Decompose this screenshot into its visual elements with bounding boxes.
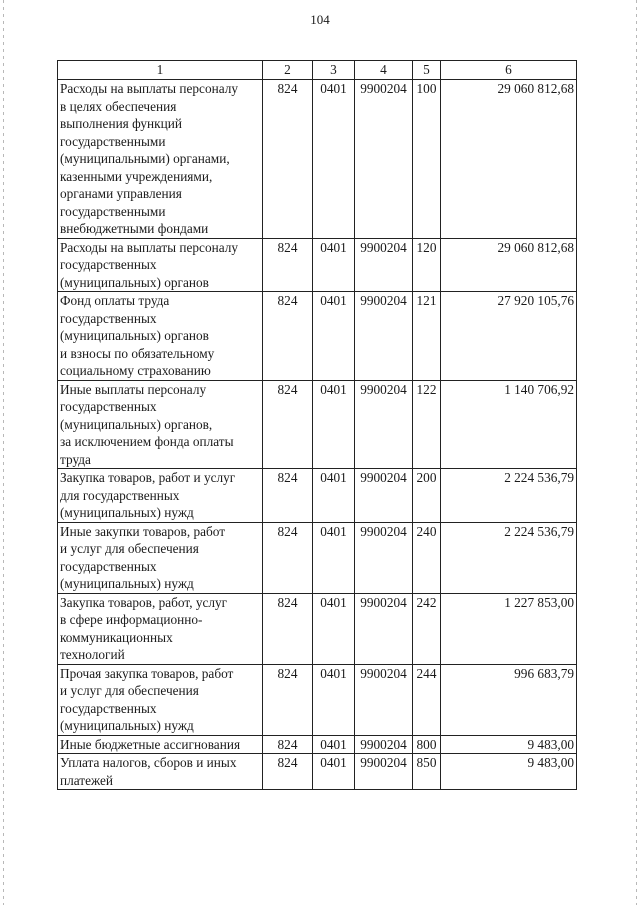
cell-name: Расходы на выплаты персоналу в целях обеспечения выполнения функций государственными (муниципальными) органами, казенными учреждениями, органами управления государственными внебюджетными фондами: [58, 80, 263, 239]
scan-left-edge: [3, 0, 4, 905]
cell-rz: 0401: [313, 522, 355, 593]
scan-right-edge: [636, 0, 637, 905]
table-row: [58, 735, 577, 754]
table-row: [58, 292, 577, 381]
page-number: 104: [310, 12, 330, 27]
cell-vr: 122: [413, 380, 441, 469]
cell-vr: 121: [413, 292, 441, 381]
table-row: [58, 380, 577, 469]
cell-sum: 27 920 105,76: [441, 292, 577, 381]
cell-vr: 120: [413, 238, 441, 292]
cell-ved: 824: [263, 735, 313, 754]
cell-rz: 0401: [313, 664, 355, 735]
cell-csr: 9900204: [355, 735, 413, 754]
cell-sum: 1 227 853,00: [441, 593, 577, 664]
cell-rz: 0401: [313, 754, 355, 790]
cell-ved: 824: [263, 593, 313, 664]
cell-ved: 824: [263, 380, 313, 469]
cell-ved: 824: [263, 754, 313, 790]
column-header-rz: 3: [313, 61, 355, 80]
cell-sum: 29 060 812,68: [441, 80, 577, 239]
cell-name: Закупка товаров, работ и услуг для государственных (муниципальных) нужд: [58, 469, 263, 523]
table-row: [58, 238, 577, 292]
cell-name: Закупка товаров, работ, услуг в сфере информационно- коммуникационных технологий: [58, 593, 263, 664]
cell-ved: 824: [263, 522, 313, 593]
cell-csr: 9900204: [355, 80, 413, 239]
budget-table: [57, 60, 577, 790]
table-row: [58, 664, 577, 735]
cell-vr: 242: [413, 593, 441, 664]
table-header-row: [58, 61, 577, 80]
cell-name: Уплата налогов, сборов и иных платежей: [58, 754, 263, 790]
cell-rz: 0401: [313, 735, 355, 754]
cell-vr: 244: [413, 664, 441, 735]
table-row: [58, 80, 577, 239]
cell-sum: 2 224 536,79: [441, 469, 577, 523]
table-row: [58, 522, 577, 593]
cell-ved: 824: [263, 238, 313, 292]
cell-name: Расходы на выплаты персоналу государственных (муниципальных) органов: [58, 238, 263, 292]
cell-sum: 29 060 812,68: [441, 238, 577, 292]
column-header-name: 1: [58, 61, 263, 80]
cell-ved: 824: [263, 664, 313, 735]
cell-name: Иные выплаты персоналу государственных (муниципальных) органов, за исключением фонда оплаты труда: [58, 380, 263, 469]
cell-vr: 200: [413, 469, 441, 523]
cell-sum: 1 140 706,92: [441, 380, 577, 469]
table-row: [58, 754, 577, 790]
cell-sum: 996 683,79: [441, 664, 577, 735]
cell-csr: 9900204: [355, 664, 413, 735]
cell-csr: 9900204: [355, 522, 413, 593]
cell-rz: 0401: [313, 238, 355, 292]
table-row: [58, 593, 577, 664]
cell-sum: 9 483,00: [441, 754, 577, 790]
cell-ved: 824: [263, 469, 313, 523]
cell-rz: 0401: [313, 380, 355, 469]
cell-sum: 2 224 536,79: [441, 522, 577, 593]
cell-csr: 9900204: [355, 292, 413, 381]
column-header-vr: 5: [413, 61, 441, 80]
cell-rz: 0401: [313, 80, 355, 239]
cell-vr: 800: [413, 735, 441, 754]
cell-vr: 850: [413, 754, 441, 790]
column-header-csr: 4: [355, 61, 413, 80]
cell-name: Иные бюджетные ассигнования: [58, 735, 263, 754]
cell-rz: 0401: [313, 469, 355, 523]
cell-csr: 9900204: [355, 238, 413, 292]
cell-vr: 240: [413, 522, 441, 593]
cell-rz: 0401: [313, 292, 355, 381]
cell-csr: 9900204: [355, 380, 413, 469]
cell-sum: 9 483,00: [441, 735, 577, 754]
table-row: [58, 469, 577, 523]
column-header-sum: 6: [441, 61, 577, 80]
cell-ved: 824: [263, 292, 313, 381]
cell-name: Прочая закупка товаров, работ и услуг для обеспечения государственных (муниципальных) нужд: [58, 664, 263, 735]
cell-csr: 9900204: [355, 754, 413, 790]
cell-ved: 824: [263, 80, 313, 239]
column-header-ved: 2: [263, 61, 313, 80]
cell-rz: 0401: [313, 593, 355, 664]
cell-csr: 9900204: [355, 469, 413, 523]
cell-name: Фонд оплаты труда государственных (муниципальных) органов и взносы по обязательному социальному страхованию: [58, 292, 263, 381]
cell-csr: 9900204: [355, 593, 413, 664]
cell-vr: 100: [413, 80, 441, 239]
cell-name: Иные закупки товаров, работ и услуг для обеспечения государственных (муниципальных) нужд: [58, 522, 263, 593]
